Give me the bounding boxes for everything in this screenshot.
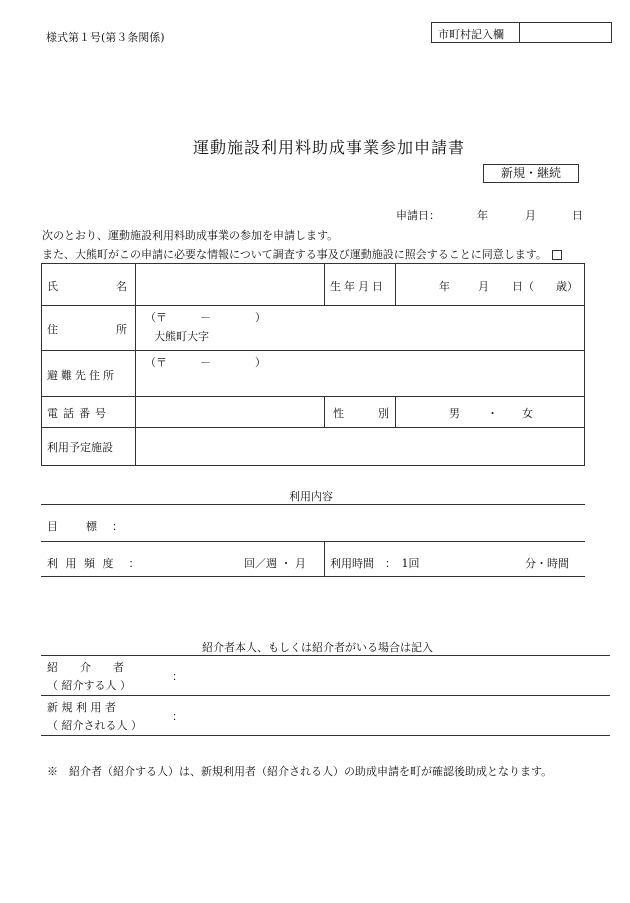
address-postal[interactable]: （〒 － ） <box>145 311 266 324</box>
gender-female[interactable]: 女 <box>522 407 533 420</box>
new-renew-box[interactable]: 新規・継続 <box>483 164 579 183</box>
new-user-colon: ： <box>172 710 183 723</box>
evac-address-postal[interactable]: （〒 － ） <box>145 356 266 369</box>
goal-label: 目 標 ： <box>47 520 125 533</box>
phone-label: 電話番号 <box>47 407 111 420</box>
application-date-year: 年 <box>477 209 488 222</box>
birth-month[interactable]: 月 <box>478 280 489 293</box>
intro-text-1: 次のとおり、運動施設利用料助成事業の参加を申請します。 <box>42 229 339 242</box>
consent-checkbox[interactable] <box>552 250 562 260</box>
birth-year[interactable]: 年 <box>439 280 450 293</box>
referrer-colon: ： <box>172 670 183 683</box>
new-user-label: 新 規 利 用 者 <box>47 701 116 714</box>
birth-label: 生年月日 <box>330 280 386 293</box>
consent-text: また、大熊町がこの申請に必要な情報について調査する事及び運動施設に照会することに同意します。 <box>42 248 547 261</box>
name-field[interactable] <box>140 270 320 300</box>
facility-label: 利用予定施設 <box>47 441 113 454</box>
gender-separator: ・ <box>487 407 498 420</box>
page-title: 運動施設利用料助成事業参加申請書 <box>193 138 466 157</box>
phone-field[interactable] <box>140 400 320 424</box>
evac-address-label: 避難先住所 <box>47 369 117 382</box>
application-date-label: 申請日： <box>396 209 440 222</box>
address-label: 住 所 <box>47 323 127 336</box>
frequency-unit[interactable]: 回／週 ・ 月 <box>244 557 306 570</box>
referral-heading: 紹介者本人、もしくは紹介者がいる場合は記入 <box>202 641 433 654</box>
name-label: 氏 名 <box>47 280 127 293</box>
referrer-label: 紹 介 者 <box>47 661 124 674</box>
office-use-label: 市町村記入欄 <box>438 28 504 41</box>
application-date-month: 月 <box>525 209 536 222</box>
frequency-label: 利 用 頻 度 ： <box>47 557 142 570</box>
birth-day-age[interactable]: 日（ 歳） <box>512 280 578 293</box>
form-number: 様式第１号(第３条関係) <box>46 31 165 44</box>
intro-text-2 <box>42 246 562 262</box>
gender-male[interactable]: 男 <box>449 407 460 420</box>
usage-heading: 利用内容 <box>289 490 333 503</box>
application-date-day: 日 <box>572 209 583 222</box>
facility-field[interactable] <box>140 432 580 460</box>
office-use-box <box>431 22 612 43</box>
footnote: ※ 紹介者（紹介する人）は、新規利用者（紹介される人）の助成申請を町が確認後助成となります。 <box>47 765 553 778</box>
referrer-sub: （ 紹介する人 ） <box>47 679 131 692</box>
gender-label: 性 別 <box>333 407 389 420</box>
address-town: 大熊町大字 <box>154 330 209 343</box>
time-unit[interactable]: 分・時間 <box>525 557 569 570</box>
new-user-sub: （ 紹介される人 ） <box>47 719 142 732</box>
time-label: 利用時間 ： 1回 <box>330 557 420 570</box>
